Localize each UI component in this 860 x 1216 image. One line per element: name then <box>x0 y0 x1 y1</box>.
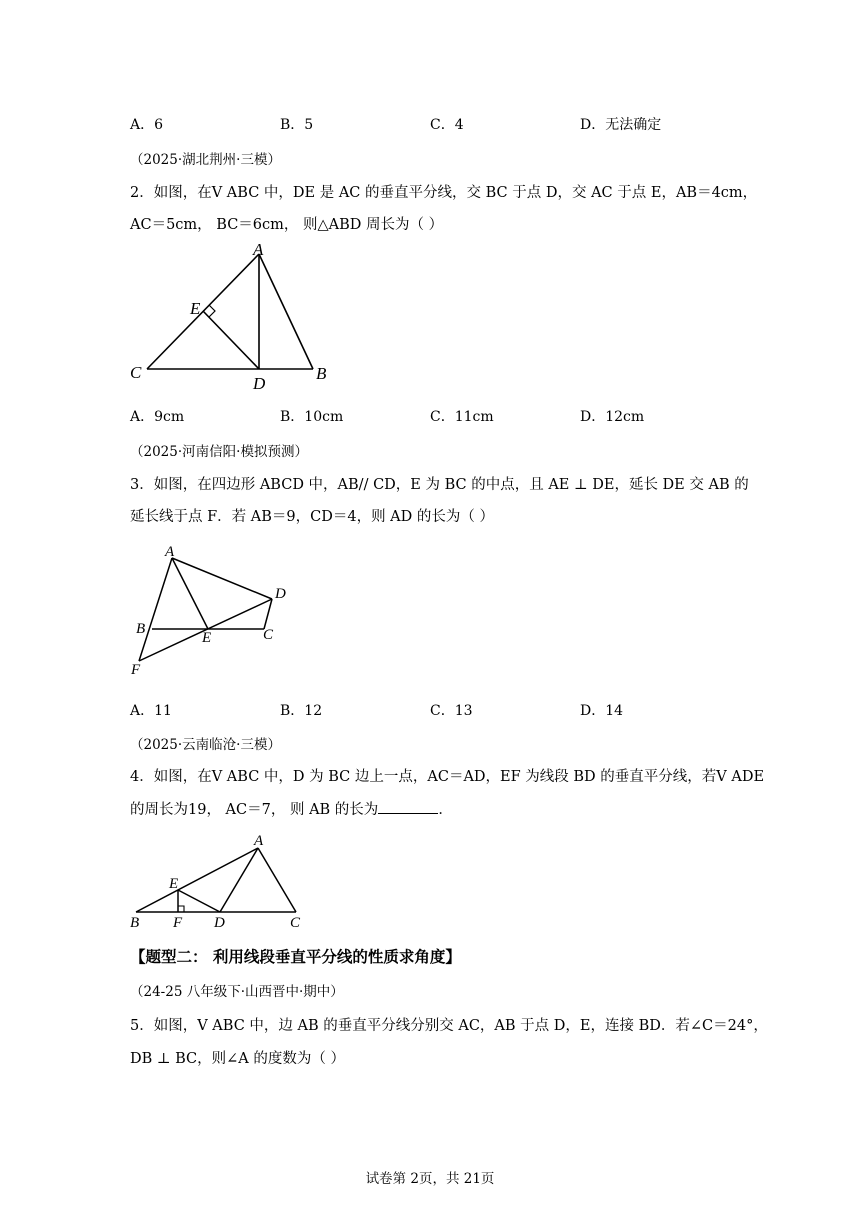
right-angle-mark <box>209 305 215 317</box>
q2-option-c: C．11cm <box>430 409 494 425</box>
q2-text-line2: AC＝5cm， BC＝6cm， 则△ABD 周长为（ ） <box>130 217 444 233</box>
page-footer: 试卷第 2页，共 21页 <box>365 1171 495 1187</box>
label-a: A <box>254 833 264 849</box>
segment-ab <box>259 254 313 369</box>
q4-text-line2-post: ． <box>438 802 453 818</box>
q4-text-line1: 4．如图，在V ABC 中，D 为 BC 边上一点，AC＝AD，EF 为线段 BD 的垂直平分线，若V ADE <box>130 769 765 785</box>
q3-option-b: B．12 <box>280 703 323 719</box>
q4-text-line2 <box>130 798 453 819</box>
label-e: E <box>202 630 212 646</box>
label-f: F <box>131 662 141 678</box>
label-d: D <box>214 915 225 931</box>
label-c: C <box>290 915 301 931</box>
q2-source: （2025·湖北荆州·三模） <box>130 152 281 168</box>
label-c: C <box>263 627 274 643</box>
right-angle-mark <box>178 906 184 912</box>
label-d: D <box>275 586 286 602</box>
q3-option-a: A．11 <box>130 703 172 719</box>
q3-option-c: C．13 <box>430 703 473 719</box>
label-a: A <box>253 240 264 259</box>
q3-text-line1: 3．如图，在四边形 ABCD 中，AB// CD，E 为 BC 的中点，且 AE ⊥ DE，延长 DE 交 AB 的 <box>130 477 749 493</box>
q4-source: （2025·云南临沧·三模） <box>130 737 281 753</box>
q2-option-b: B．10cm <box>280 409 344 425</box>
q3-figure <box>122 538 302 684</box>
label-b: B <box>130 915 140 931</box>
segment-ac <box>258 848 296 912</box>
label-a: A <box>165 544 175 560</box>
label-e: E <box>169 876 179 892</box>
segment-ad <box>172 558 272 599</box>
answer-blank <box>378 799 438 814</box>
label-c: C <box>130 363 142 382</box>
segment-ae <box>172 558 208 629</box>
label-d: D <box>253 374 266 393</box>
q5-source: （24-25 八年级下·山西晋中·期中） <box>130 984 344 1000</box>
q2-option-a: A．9cm <box>130 409 185 425</box>
q5-text-line1: 5．如图，V ABC 中，边 AB 的垂直平分线分别交 AC，AB 于点 D，E，连接 BD．若∠C＝24°， <box>130 1018 768 1034</box>
q2-option-d: D．12cm <box>580 409 645 425</box>
segment-dc <box>264 599 272 629</box>
q3-option-d: D．14 <box>580 703 624 719</box>
segment-ed <box>203 311 259 369</box>
q2-figure <box>120 236 350 396</box>
segment-af <box>139 558 172 661</box>
label-e: E <box>190 299 201 318</box>
q5-text-line2: DB ⊥ BC，则∠A 的度数为（ ） <box>130 1051 345 1067</box>
q1-option-a: A．6 <box>130 117 164 133</box>
section-heading: 【题型二： 利用线段垂直平分线的性质求角度】 <box>130 948 461 966</box>
q1-option-c: C．4 <box>430 117 464 133</box>
label-b: B <box>316 364 327 383</box>
q2-text-line1: 2．如图，在V ABC 中，DE 是 AC 的垂直平分线，交 BC 于点 D，交 AC 于点 E，AB＝4cm， <box>130 185 758 201</box>
q1-option-b: B．5 <box>280 117 314 133</box>
label-b: B <box>136 621 146 637</box>
q3-text-line2: 延长线于点 F．若 AB＝9，CD＝4，则 AD 的长为（ ） <box>130 509 494 525</box>
q4-figure <box>124 828 314 932</box>
q4-text-line2-pre: 的周长为19， AC＝7， 则 AB 的长为 <box>130 802 379 818</box>
q1-option-d: D．无法确定 <box>580 117 662 133</box>
label-f: F <box>173 915 183 931</box>
q3-source: （2025·河南信阳·模拟预测） <box>130 444 308 460</box>
